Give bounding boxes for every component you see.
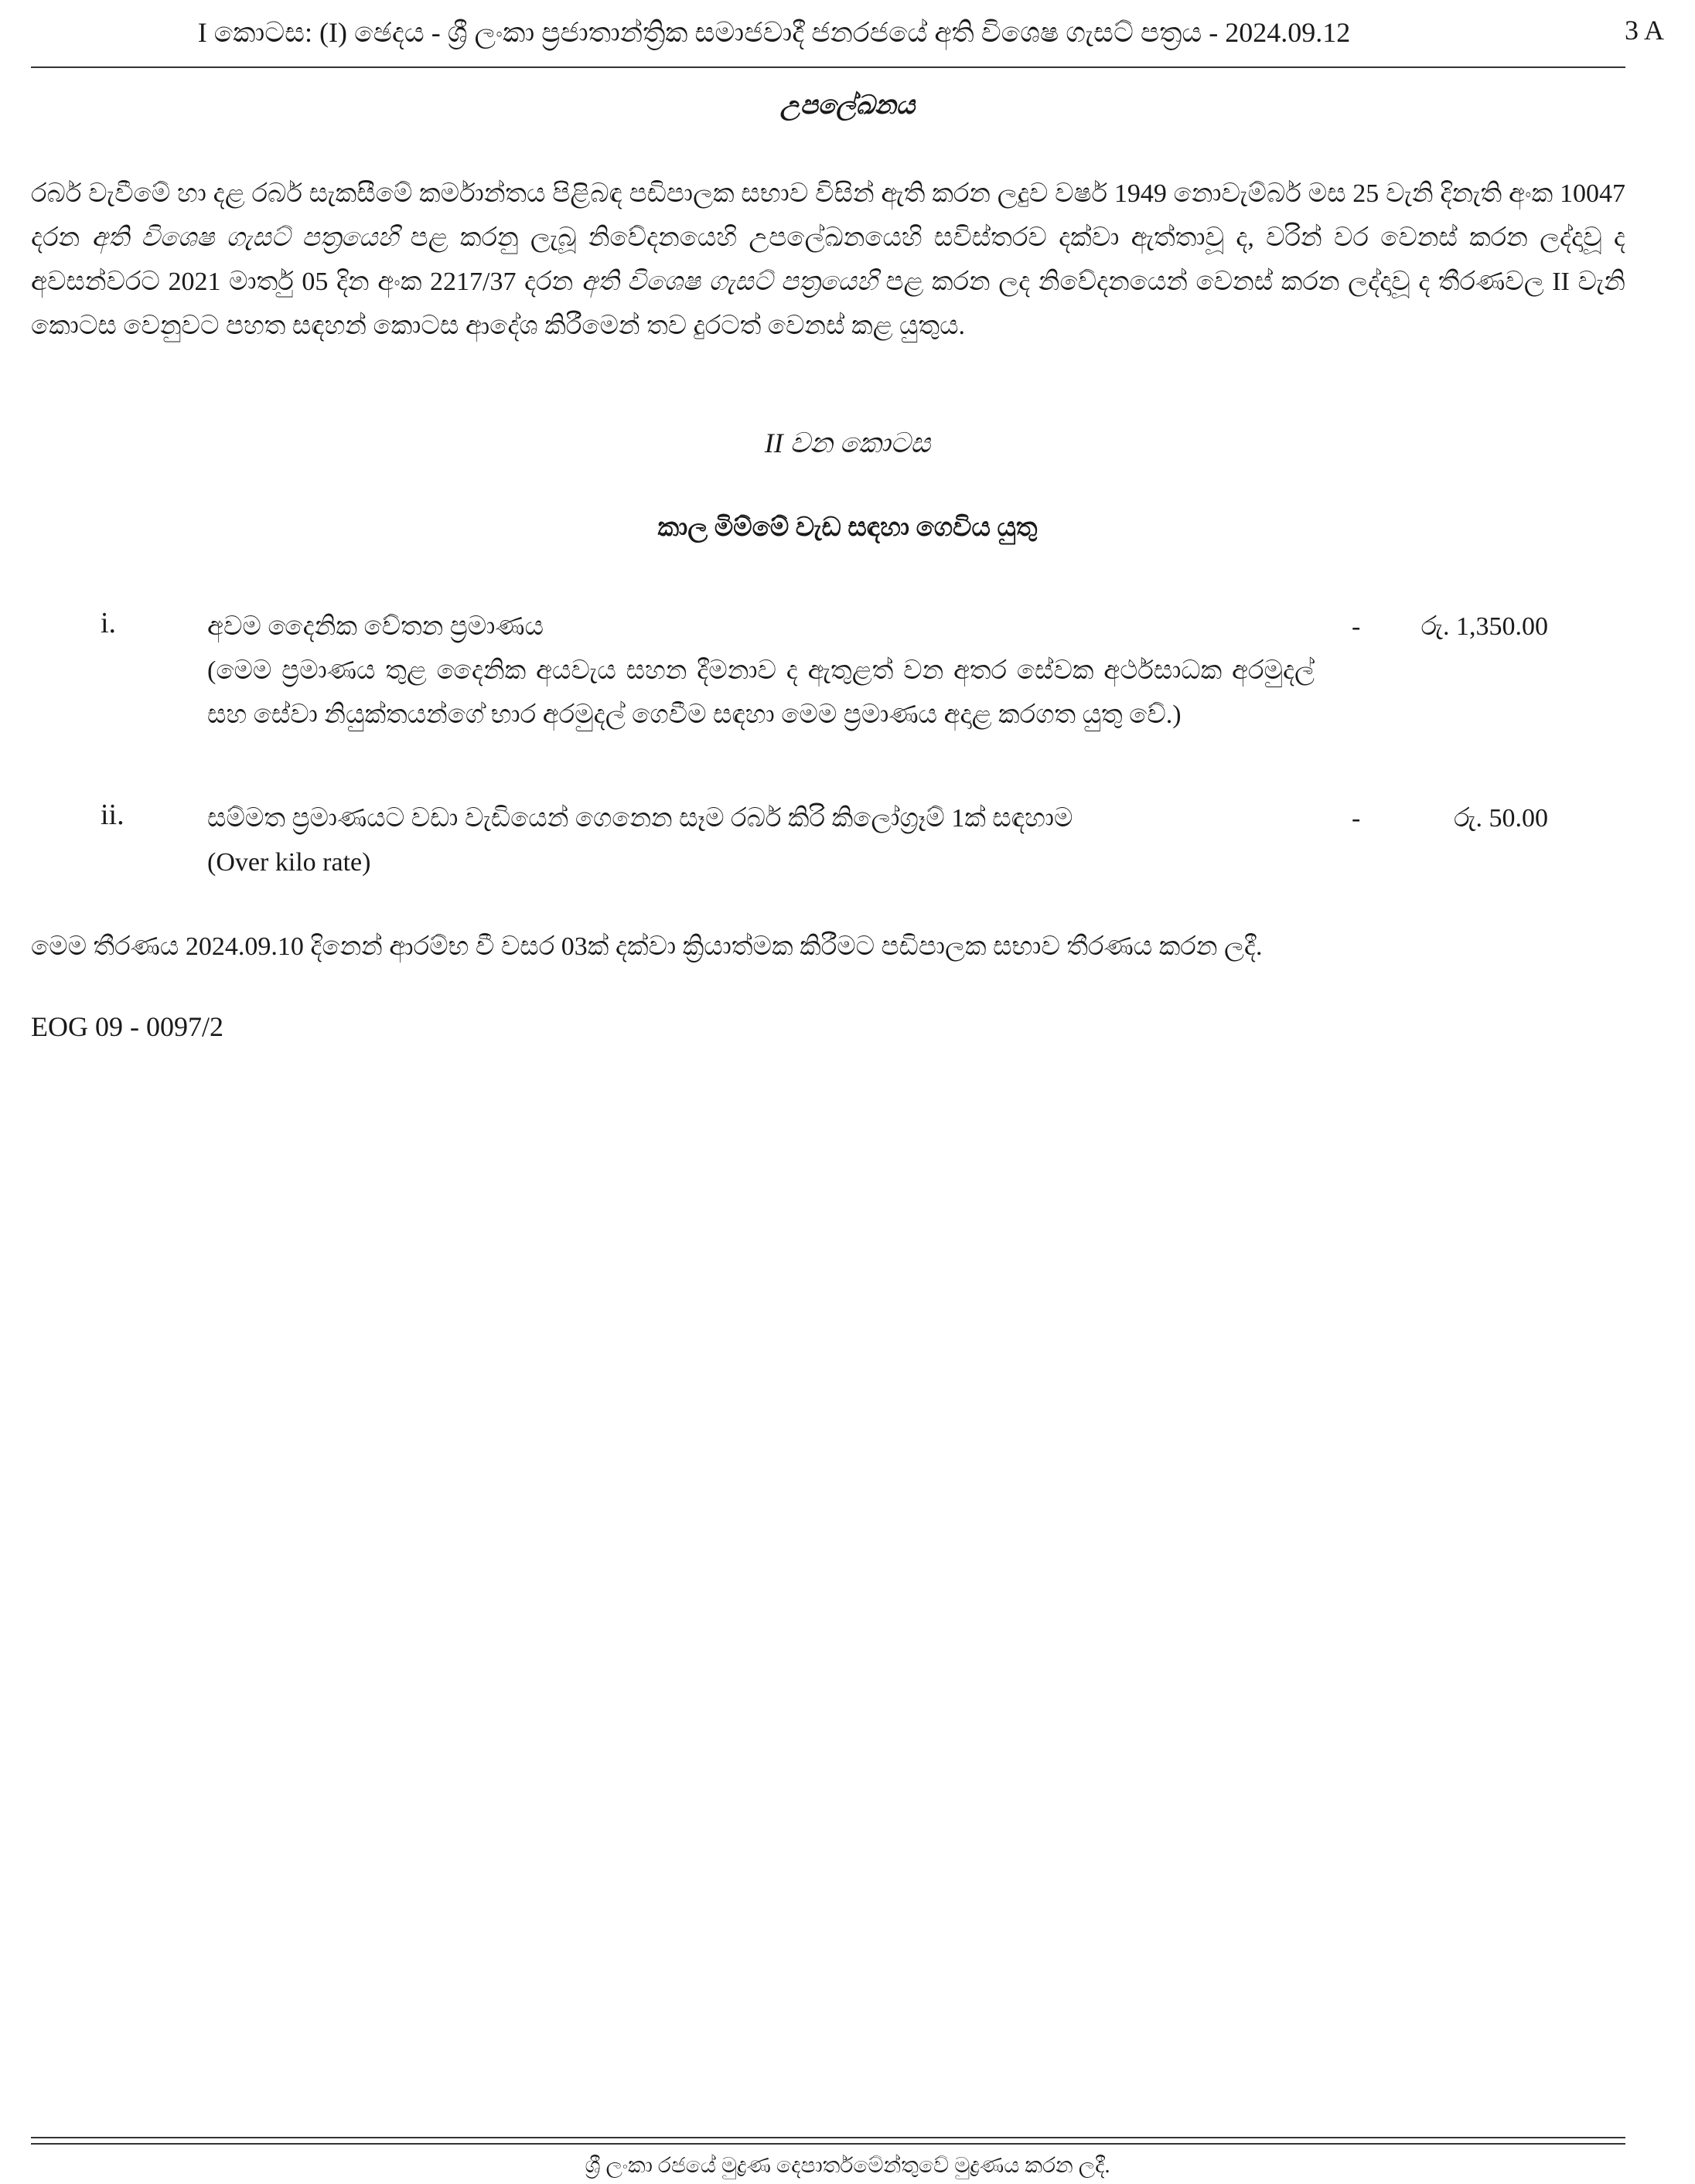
part-heading: II වන කොටස bbox=[764, 428, 931, 458]
intro-text-1: රබර් වැවීමේ හා දළ රබර් සැකසීමේ කර්මාන්තය පිළිබඳ පඩිපාලක සභාව විසින් ඇති කරන ලදුව වර්ෂ 1949 නොවැම්බර් මස 25 වැනි දිනැති අංක 10047 දරන bbox=[31, 179, 1625, 252]
header-title: I කොටස: (I) ඡෙදය - ශ්‍රී ලංකා ප්‍රජාතාන්ත්‍රික සමාජවාදී ජනරජයේ අති විශෙෂ ගැසට් පත්‍රය - 2024.09.12 bbox=[197, 17, 1351, 48]
footer-divider-bottom bbox=[31, 2143, 1625, 2145]
item-amount: රු. 1,350.00 bbox=[1420, 612, 1548, 641]
item-text: සම්මත ප්‍රමාණයට වඩා වැඩියෙන් ගෙනෙන සෑම රබර් කිරි කිලෝග්‍රෑම් 1ක් සඳහාම bbox=[207, 804, 1073, 833]
intro-paragraph bbox=[31, 172, 1625, 348]
printer-imprint: ශ්‍රී ලංකා රජයේ මුද්‍රණ දෙපාර්තමේන්තුවේ මුද්‍රණය කරන ලදී. bbox=[585, 2154, 1110, 2178]
header-divider bbox=[31, 66, 1625, 68]
reference-number: EOG 09 - 0097/2 bbox=[31, 1011, 223, 1042]
item-amount: රු. 50.00 bbox=[1454, 804, 1548, 833]
effective-date-paragraph: මෙම තීරණය 2024.09.10 දිනෙන් ආරම්භ වී වසර 03ක් දක්වා ක්‍රියාත්මක කිරීමට පඩිපාලක සභාව තීරණය කරන ලදී. bbox=[31, 932, 1263, 961]
intro-gazette-ref-1: අති විශෙෂ ගැසට් පත්‍රයෙහි bbox=[91, 223, 399, 252]
schedule-heading: උපලේඛනය bbox=[779, 91, 916, 120]
section-subheading: කාල මිම්මේ වැඩ සඳහා ගෙවිය යුතු bbox=[657, 513, 1038, 542]
item-body bbox=[207, 605, 1315, 737]
item-dash: - bbox=[1352, 804, 1361, 833]
page-number: 3 A bbox=[1624, 15, 1664, 46]
footer-divider-top bbox=[31, 2137, 1625, 2138]
item-note: (මෙම ප්‍රමාණය තුළ දෛනික අයවැය සහන දීමනාව ද ඇතුළත් වන අතර සේවක අර්ථසාධක අරමුදල් සහ සේවා නියුක්තයන්ගේ භාර අරමුදල් ගෙවීම සඳහා මෙම ප්‍රමාණය අදාළ කරගත යුතු වේ.) bbox=[207, 656, 1315, 729]
page-header bbox=[31, 11, 1664, 59]
item-body bbox=[207, 796, 1315, 884]
intro-gazette-ref-2: අති විශෙෂ ගැසට් පත්‍රයෙහි bbox=[581, 267, 878, 296]
intro-text-2: පළ කරනු ලැබූ නිවේදනයෙහි උපලේඛනයෙහි සවිස්තරව දක්වා ඇත්තාවූ ද, වරින් වර වෙනස් කරන ලද්දාවූ ද අවසන්වරට 2021 මාර්තු 05 දින අංක 2217/37 දරන bbox=[31, 223, 1625, 296]
item-note: (Over kilo rate) bbox=[207, 848, 371, 877]
item-number: ii. bbox=[101, 799, 124, 831]
item-text: අවම දෛනික වේතන ප්‍රමාණය bbox=[207, 612, 544, 641]
item-number: i. bbox=[101, 607, 117, 639]
intro-text-3: පළ කරන ලද නිවේදනයෙන් වෙනස් කරන ලද්දාවූ ද තීරණවල II වැනි කොටස වෙනුවට පහත සඳහන් කොටස ආදේශ කිරීමෙන් තව දුරටත් වෙනස් කළ යුතුය. bbox=[31, 267, 1625, 340]
item-dash: - bbox=[1352, 612, 1361, 641]
